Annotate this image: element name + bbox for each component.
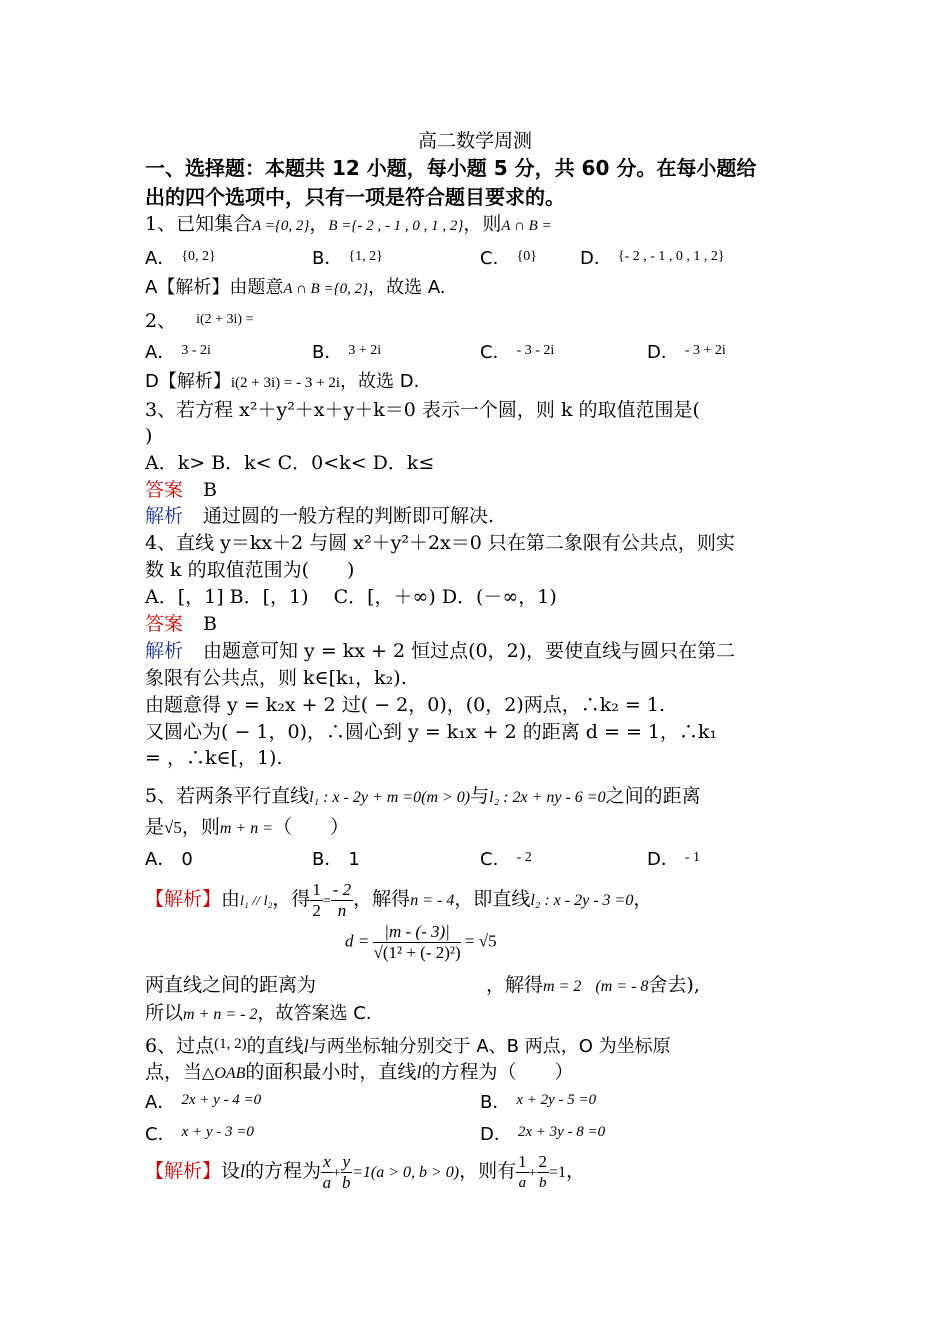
q5-sol-text-d: ，即直线 [454, 888, 531, 910]
q5-stem-then: ，则 [181, 816, 220, 838]
option-value: 0 [181, 849, 193, 870]
q6-solution [145, 1148, 585, 1197]
answer-label: 答案 [145, 479, 184, 501]
q5-solution-line3 [145, 973, 700, 999]
analysis-label: 解析 [145, 640, 184, 662]
option-label: B． [312, 342, 343, 363]
q2-option-a [145, 338, 211, 364]
q5-sol-text-c: ，解得 [353, 888, 411, 910]
q5-line-l2-b: l₂ : x - 2y - 3 =0 [530, 892, 634, 909]
option-label: A． [145, 849, 176, 870]
q5-parallel: l₁ // l₂ [240, 894, 273, 909]
q1-stem-text-b: ，则 [463, 213, 502, 235]
q6-frac-x-a [321, 1152, 333, 1193]
q5-conclusion [145, 1001, 372, 1027]
q1-solution-text: A【解析】由题意 [145, 277, 284, 298]
frac-numerator: x [323, 1151, 331, 1171]
frac-numerator: 1 [518, 1151, 527, 1171]
q6-option-d [480, 1120, 605, 1146]
d-label: d = [345, 931, 370, 951]
q5-stem-distance: 之间的距离 [605, 785, 701, 807]
q5-stem-paren: （ ） [273, 816, 350, 838]
q5-distance-text: 两直线之间的距离为 [145, 974, 317, 996]
q4-analysis-line4: 又圆心为( − 1，0)，∴圆心到 y = k₁x + 2 的距离 d = = 1，∴k₁ [145, 721, 718, 743]
q6-sol-text-b: 的方程为 [245, 1160, 322, 1182]
q4-options: A．[，1] B．[，1) C．[，＋∞) D．(－∞，1) [145, 586, 557, 608]
option-label: A． [145, 248, 176, 269]
plus-sign: + [528, 1166, 537, 1181]
q3-answer [145, 478, 217, 502]
option-label: D． [647, 849, 679, 870]
option-value: {0} [516, 249, 538, 264]
q5-stem-text: 5、若两条平行直线 [145, 785, 310, 807]
q6-l: l [303, 1036, 309, 1056]
question-5-stem-line2 [145, 815, 349, 841]
q5-option-d [647, 845, 700, 871]
option-value: 1 [348, 849, 360, 870]
option-label: B． [312, 248, 343, 269]
option-value: 2x + y - 4 =0 [181, 1092, 262, 1108]
q6-triangle: △OAB [202, 1065, 246, 1082]
analysis-text: 由题意可知 y = kx + 2 恒过点(0，2)，要使直线与圆只在第二 [203, 640, 736, 662]
q4-answer [145, 612, 217, 636]
equals-sign: = [322, 894, 331, 909]
q1-option-c [480, 244, 537, 270]
question-4-stem-line1: 4、直线 y＝kx＋2 与圆 x²＋y²＋2x＝0 只在第二象限有公共点，则实 [145, 532, 735, 554]
q1-option-a [145, 244, 216, 270]
q6-stem-area: 的面积最小时，直线 [245, 1061, 417, 1083]
q1-expr: A ∩ B = [501, 218, 552, 234]
frac-numerator: 1 [312, 879, 321, 899]
option-label: A． [145, 1092, 176, 1113]
distance-fraction [373, 922, 460, 963]
option-label: D． [647, 342, 679, 363]
section-heading-line2: 出的四个选项中，只有一项是符合题目要求的。 [145, 185, 565, 209]
q5-line-l2: l₂ : 2x + ny - 6 =0 [489, 789, 606, 806]
option-value: {- 2 , - 1 , 0 , 1 , 2} [617, 249, 725, 264]
question-2-stem [145, 308, 254, 333]
q5-frac-1-2 [310, 880, 323, 921]
q4-analysis-line2: 象限有公共点，则 k∈[k₁，k₂). [145, 667, 407, 689]
q5-conclusion-end: ，故答案选 C. [257, 1003, 372, 1024]
q5-distance-formula [345, 922, 497, 963]
option-value: {1, 2} [348, 249, 383, 264]
q1-sep: ， [309, 213, 329, 235]
q5-stem-and: 与 [470, 785, 490, 807]
option-label: A． [145, 342, 176, 363]
q6-stem-when: 点，当 [145, 1061, 203, 1083]
frac-denominator: a [322, 1172, 332, 1192]
q1-solution-expr: A ∩ B ={0, 2} [283, 281, 369, 297]
option-value: x + y - 3 =0 [181, 1124, 254, 1140]
option-value: - 3 + 2i [684, 343, 726, 358]
q2-expr: i(2 + 3i) = [196, 312, 254, 327]
d-result: = √5 [464, 931, 497, 951]
question-3-stem-line2: ) [145, 425, 153, 447]
page-title: 高二数学周测 [417, 130, 532, 152]
q4-analysis-line3: 由题意得 y = k₂x + 2 过( − 2，0)，(0，2)两点，∴k₂ = 1. [145, 694, 666, 716]
analysis-label: 解析 [145, 505, 184, 527]
q5-m-value: m = 2 [543, 978, 582, 995]
question-4-stem-line2: 数 k 的取值范围为( ) [145, 559, 355, 581]
option-label: C． [145, 1124, 176, 1145]
question-6-stem-line2 [145, 1060, 573, 1086]
option-value: - 3 - 2i [516, 343, 555, 358]
solution-label: 【解析】 [145, 1160, 222, 1182]
frac-denominator: √(1² + (- 2)²) [373, 943, 461, 962]
q6-option-b [480, 1088, 596, 1114]
q6-stem-axes: 与两坐标轴分别交于 A、B 两点，O 为坐标原 [308, 1036, 671, 1057]
frac-denominator: b [539, 1174, 547, 1191]
answer-value: B [203, 479, 217, 501]
option-label: B． [480, 1092, 511, 1113]
q6-option-a [145, 1088, 261, 1114]
q5-solve-text: ，解得 [486, 974, 544, 996]
q6-point: (1, 2) [214, 1036, 247, 1052]
q6-sol-text: 设 [221, 1160, 241, 1182]
answer-label: 答案 [145, 613, 184, 635]
solution-label: 【解析】 [145, 888, 222, 910]
q2-solution [145, 370, 419, 395]
q5-option-c [480, 845, 532, 871]
q5-n-value: n = - 4 [410, 892, 455, 909]
q1-set-a: A ={0, 2} [252, 218, 310, 234]
q1-solution-end: ，故选 A. [368, 277, 446, 298]
question-3-stem-line1: 3、若方程 x²＋y²＋x＋y＋k＝0 表示一个圆，则 k 的取值范围是( [145, 399, 700, 421]
q1-option-d [580, 244, 725, 270]
q6-stem-text: 6、过点 [145, 1035, 215, 1057]
option-label: B． [312, 849, 343, 870]
frac-denominator: n [337, 900, 347, 920]
option-value: {0, 2} [181, 249, 216, 264]
q2-option-d [647, 338, 726, 364]
frac-numerator: |m - (- 3)| [373, 922, 460, 943]
q3-options: A．k> B．k< C．0<k< D．k≤ [145, 452, 435, 474]
q5-stem-is: 是 [145, 816, 165, 838]
q5-sum: m + n = - 2 [183, 1006, 258, 1023]
q5-frac-neg2-n [331, 880, 353, 921]
q1-option-b [312, 244, 383, 270]
option-value: 2x + 3y - 8 =0 [517, 1124, 606, 1140]
option-value: x + 2y - 5 =0 [516, 1092, 597, 1108]
option-label: C． [480, 849, 511, 870]
q2-number: 2、 [145, 310, 177, 332]
q6-l-2: l [416, 1062, 422, 1082]
q6-stem-line: 的直线 [246, 1035, 304, 1057]
q5-solution-line1 [145, 876, 652, 925]
q6-sol-text-c: ，则有 [459, 1160, 517, 1182]
q2-option-c [480, 338, 554, 364]
q4-analysis-line1 [145, 639, 735, 663]
q4-analysis-line5: = ，∴k∈[，1). [145, 747, 283, 769]
q5-conclusion-text: 所以 [145, 1002, 184, 1024]
q6-frac-y-b [341, 1152, 353, 1193]
frac-numerator: - 2 [332, 879, 352, 899]
q5-sqrt5: √5 [164, 818, 182, 837]
frac-denominator: b [342, 1172, 351, 1192]
section-heading-line1: 一、选择题：本题共 12 小题，每小题 5 分，共 60 分。在每小题给 [145, 156, 757, 180]
q2-solution-expr: i(2 + 3i) = - 3 + 2i [230, 375, 340, 391]
q6-frac-1-a [516, 1152, 529, 1193]
analysis-text: 通过圆的一般方程的判断即可解决. [203, 505, 495, 527]
question-6-stem-line1 [145, 1032, 671, 1059]
q6-condition: =1(a > 0, b > 0) [352, 1164, 460, 1181]
option-value: - 2 [516, 850, 532, 865]
q6-sol-comma: ， [566, 1160, 586, 1182]
option-value: 3 - 2i [181, 343, 211, 358]
q5-sol-text-b: ，得 [272, 888, 311, 910]
frac-denominator: a [518, 1174, 527, 1191]
option-label: D． [580, 248, 612, 269]
q5-option-a [145, 845, 193, 871]
question-5-stem-line1 [145, 784, 701, 810]
q2-option-b [312, 338, 381, 364]
q6-eq-1: =1 [549, 1164, 567, 1181]
q5-option-b [312, 845, 360, 871]
q5-sol-text: 由 [221, 888, 241, 910]
q1-solution [145, 276, 446, 301]
q5-expr: m + n = [219, 820, 274, 837]
option-label: C． [480, 248, 511, 269]
frac-denominator: 2 [312, 900, 321, 920]
option-label: C． [480, 342, 511, 363]
frac-numerator: y [342, 1151, 351, 1171]
q5-line-l1: l₁ : x - 2y + m =0(m > 0) [309, 789, 471, 806]
option-value: - 1 [684, 850, 701, 865]
question-1-stem [145, 212, 552, 238]
q1-set-b: B ={- 2 , - 1 , 0 , 1 , 2} [328, 218, 464, 234]
option-label: D． [480, 1124, 512, 1145]
q2-solution-text: D【解析】 [145, 371, 231, 392]
q6-sol-l: l [240, 1161, 246, 1181]
frac-numerator: 2 [538, 1151, 548, 1171]
plus-sign: + [332, 1166, 341, 1181]
option-value: 3 + 2i [348, 343, 382, 358]
q5-discard: 舍去), [648, 974, 700, 996]
answer-value: B [203, 613, 217, 635]
q1-stem-text: 1、已知集合 [145, 213, 253, 235]
q6-option-c [145, 1120, 254, 1146]
q5-sol-comma: ， [633, 888, 653, 910]
q6-frac-2-b [537, 1152, 550, 1193]
q5-m-neg: (m = - 8 [595, 978, 649, 995]
q6-stem-eq: 的方程为（ ） [421, 1061, 574, 1083]
q2-solution-end: ，故选 D. [340, 371, 420, 392]
q3-analysis [145, 504, 494, 528]
